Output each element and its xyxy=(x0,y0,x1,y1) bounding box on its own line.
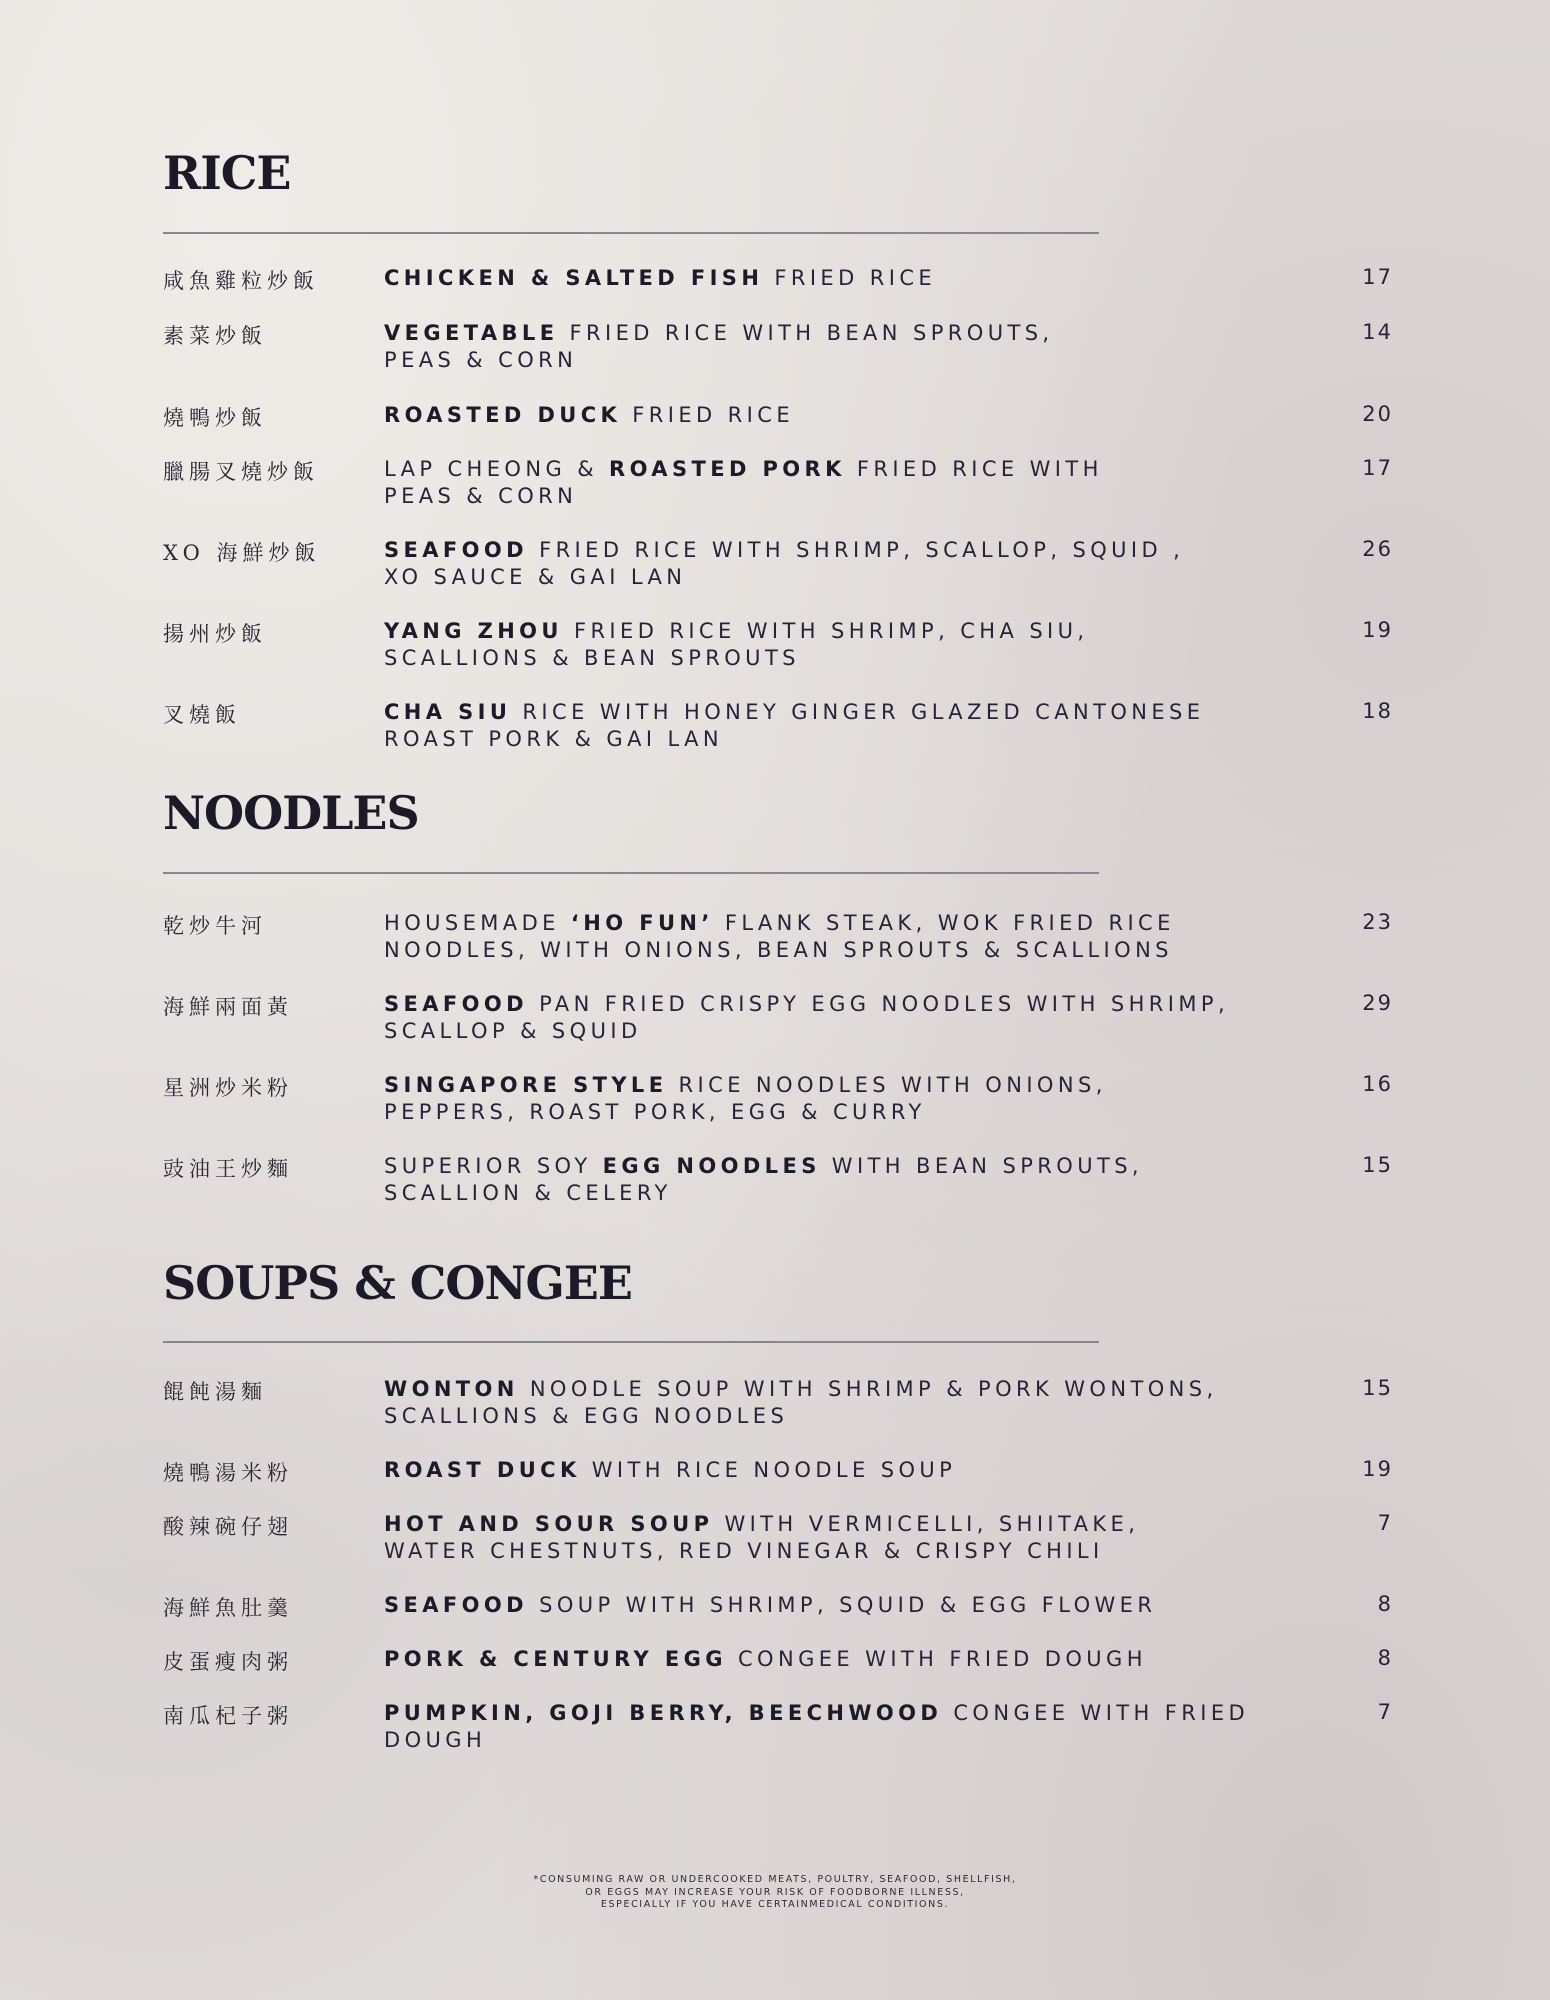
disclaimer-line: OR EGGS MAY INCREASE YOUR RISK OF FOODBORNE ILLNESS, xyxy=(585,1886,965,1898)
item-description: HOT AND SOUR SOUP WITH VERMICELLI, SHIITAKE, WATER CHESTNUTS, RED VINEGAR & CRISPY CHILI xyxy=(384,1512,1140,1563)
item-description: VEGETABLE FRIED RICE WITH BEAN SPROUTS, PEAS & CORN xyxy=(384,321,1054,372)
item-chinese-name: 燒鴨炒飯 xyxy=(163,406,267,430)
item-description: CHA SIU RICE WITH HONEY GINGER GLAZED CANTONESE ROAST PORK & GAI LAN xyxy=(384,700,1205,751)
section-divider xyxy=(163,872,1099,874)
item-price: 14 xyxy=(1362,320,1393,344)
item-price: 17 xyxy=(1362,456,1393,480)
item-chinese-name: 臘腸叉燒炒飯 xyxy=(163,460,319,484)
item-chinese-name: 咸魚雞粒炒飯 xyxy=(163,269,319,293)
item-chinese-name: 皮蛋瘦肉粥 xyxy=(163,1650,293,1674)
item-price: 26 xyxy=(1362,537,1393,561)
item-price: 15 xyxy=(1362,1376,1393,1400)
item-chinese-name: 燒鴨湯米粉 xyxy=(163,1461,293,1485)
rice-section xyxy=(163,146,1393,751)
section-title-rice: RICE xyxy=(163,146,291,200)
item-description: YANG ZHOU FRIED RICE WITH SHRIMP, CHA SIU, SCALLIONS & BEAN SPROUTS xyxy=(384,619,1089,670)
item-price: 16 xyxy=(1362,1072,1393,1096)
item-description: PUMPKIN, GOJI BERRY, BEECHWOOD CONGEE WITH FRIED DOUGH xyxy=(384,1701,1250,1752)
item-price: 19 xyxy=(1362,1457,1393,1481)
item-chinese-name: 星洲炒米粉 xyxy=(163,1076,293,1100)
item-description: CHICKEN & SALTED FISH FRIED RICE xyxy=(384,266,937,290)
soups-congee-section xyxy=(163,1256,1393,1752)
item-description: ROAST DUCK WITH RICE NOODLE SOUP xyxy=(384,1458,957,1482)
noodles-section xyxy=(163,786,1393,1205)
section-title-soups-congee: SOUPS & CONGEE xyxy=(163,1256,632,1310)
item-chinese-name: 海鮮魚肚羹 xyxy=(163,1596,293,1620)
item-description: WONTON NOODLE SOUP WITH SHRIMP & PORK WONTONS, SCALLIONS & EGG NOODLES xyxy=(384,1377,1218,1428)
disclaimer-line: *CONSUMING RAW OR UNDERCOOKED MEATS, POULTRY, SEAFOOD, SHELLFISH, xyxy=(533,1874,1017,1885)
item-price: 23 xyxy=(1362,910,1393,934)
item-description: LAP CHEONG & ROASTED PORK FRIED RICE WITH PEAS & CORN xyxy=(384,457,1103,508)
item-chinese-name: 酸辣碗仔翅 xyxy=(163,1515,293,1539)
item-price: 7 xyxy=(1377,1700,1393,1724)
foodborne-illness-disclaimer xyxy=(0,1874,1550,1912)
item-description: PORK & CENTURY EGG CONGEE WITH FRIED DOUGH xyxy=(384,1647,1147,1671)
section-divider xyxy=(163,1341,1099,1343)
item-chinese-name: 南瓜杞子粥 xyxy=(163,1704,293,1728)
item-description: ROASTED DUCK FRIED RICE xyxy=(384,403,794,427)
item-price: 29 xyxy=(1362,991,1393,1015)
item-price: 17 xyxy=(1362,265,1393,289)
disclaimer-line: ESPECIALLY IF YOU HAVE CERTAINMEDICAL CONDITIONS. xyxy=(600,1899,950,1910)
item-chinese-name: 揚州炒飯 xyxy=(163,622,267,646)
item-price: 8 xyxy=(1377,1646,1393,1670)
item-chinese-name: 叉燒飯 xyxy=(163,703,241,727)
item-price: 15 xyxy=(1362,1153,1393,1177)
item-chinese-name: 海鮮兩面黃 xyxy=(163,995,293,1019)
section-divider xyxy=(163,232,1099,234)
item-description: SEAFOOD FRIED RICE WITH SHRIMP, SCALLOP, SQUID , XO SAUCE & GAI LAN xyxy=(384,538,1185,589)
item-chinese-name: 餛飩湯麵 xyxy=(163,1380,267,1404)
section-title-noodles: NOODLES xyxy=(163,786,419,840)
item-description: HOUSEMADE ‘HO FUN’ FLANK STEAK, WOK FRIED RICE NOODLES, WITH ONIONS, BEAN SPROUTS & SCALLIONS xyxy=(384,911,1175,962)
item-description: SINGAPORE STYLE RICE NOODLES WITH ONIONS, PEPPERS, ROAST PORK, EGG & CURRY xyxy=(384,1073,1107,1124)
item-price: 8 xyxy=(1377,1592,1393,1616)
item-price: 18 xyxy=(1362,699,1393,723)
item-chinese-name: 豉油王炒麵 xyxy=(163,1157,293,1181)
item-price: 7 xyxy=(1377,1511,1393,1535)
item-chinese-name: 素菜炒飯 xyxy=(163,324,267,348)
item-chinese-name: XO 海鮮炒飯 xyxy=(163,541,321,565)
item-chinese-name: 乾炒牛河 xyxy=(163,914,267,938)
item-price: 20 xyxy=(1362,402,1393,426)
item-price: 19 xyxy=(1362,618,1393,642)
item-description: SUPERIOR SOY EGG NOODLES WITH BEAN SPROUTS, SCALLION & CELERY xyxy=(384,1154,1144,1205)
item-description: SEAFOOD PAN FRIED CRISPY EGG NOODLES WITH SHRIMP, SCALLOP & SQUID xyxy=(384,992,1230,1043)
item-description: SEAFOOD SOUP WITH SHRIMP, SQUID & EGG FLOWER xyxy=(384,1593,1157,1617)
